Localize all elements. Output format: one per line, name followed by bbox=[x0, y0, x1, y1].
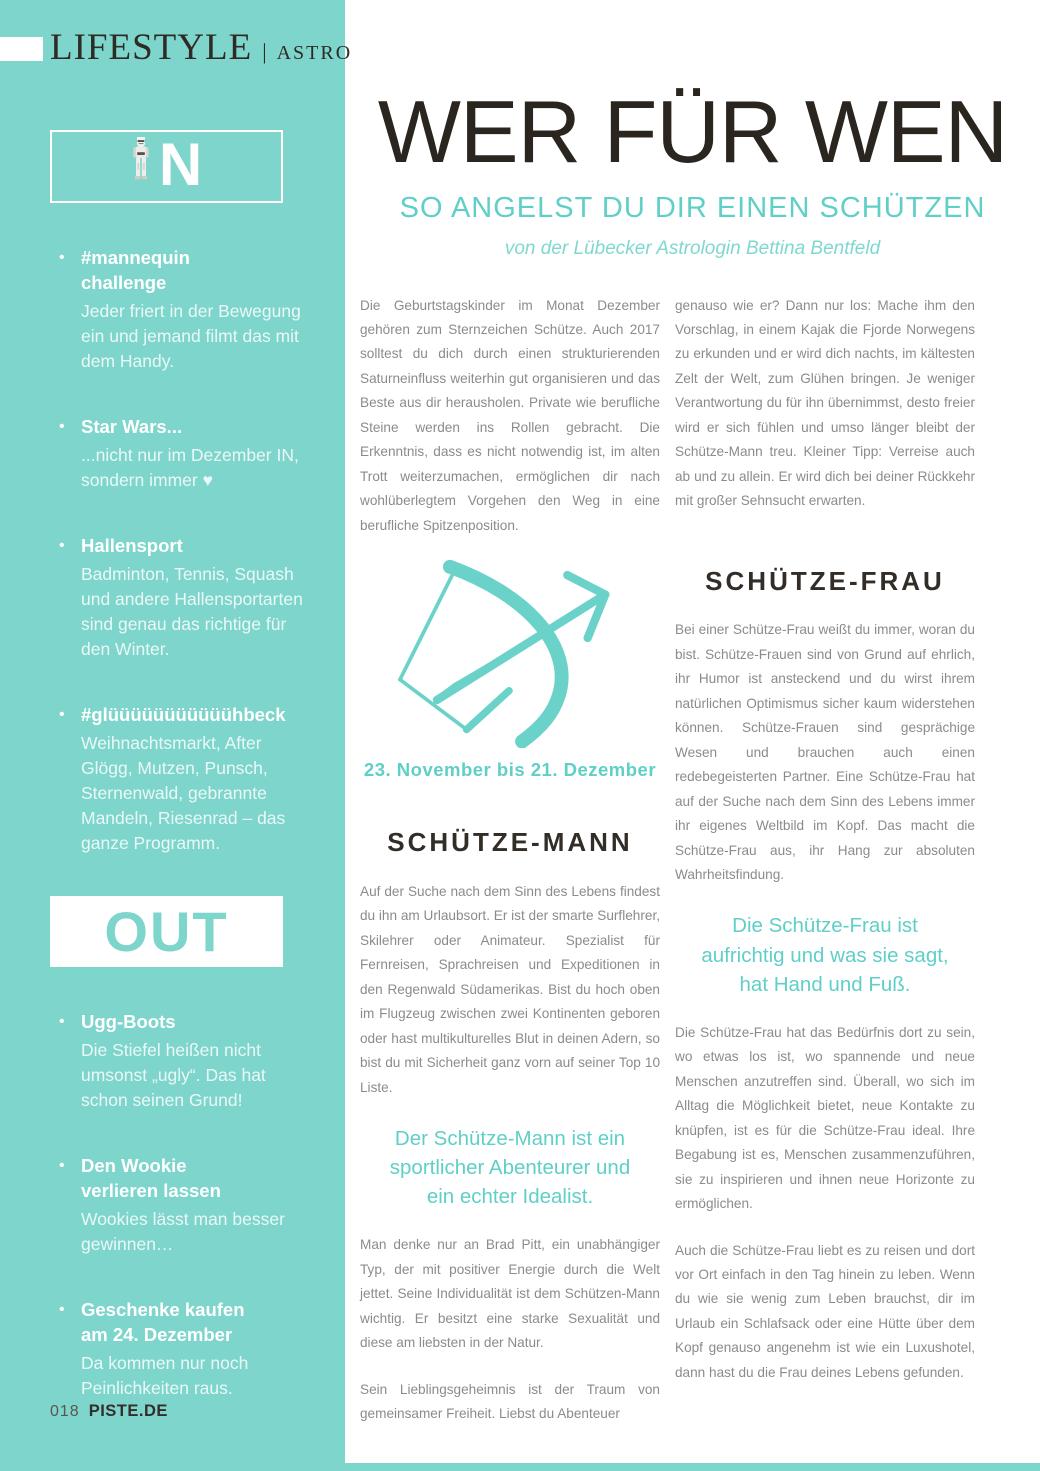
stormtrooper-icon bbox=[131, 136, 151, 197]
out-badge bbox=[50, 896, 283, 967]
bullet-icon: • bbox=[59, 1157, 65, 1175]
column-right bbox=[675, 294, 975, 1427]
page-footer bbox=[50, 1402, 168, 1421]
bullet-icon: • bbox=[59, 1013, 65, 1030]
in-item-title: #glüüüüüüüüüüühbeck bbox=[81, 704, 286, 726]
site-link[interactable]: PISTE.DE bbox=[88, 1402, 168, 1420]
list-item bbox=[50, 1298, 308, 1401]
section-header bbox=[50, 26, 352, 69]
frau-paragraph-3: Auch die Schütze-Frau liebt es zu reisen und dort vor Ort einfach in den Tag hinein zu leben. Wenn du wie sie wenig zum Leben brauchst, dir im Urlaub ein Schlafsack oder eine Hütte über dem Kopf genauso angenehm ist wie ein Luxushotel, dann hast du die Frau deines Lebens gefunden. bbox=[675, 1242, 975, 1380]
list-item bbox=[50, 415, 308, 493]
page-number: 018 bbox=[50, 1403, 80, 1420]
heading-schuetze-frau: SCHÜTZE-FRAU bbox=[705, 565, 945, 596]
bottom-accent-bar bbox=[0, 1463, 1040, 1471]
bullet-icon: • bbox=[59, 706, 65, 724]
list-item bbox=[50, 1010, 308, 1113]
frau-paragraph-1: Bei einer Schütze-Frau weißt du immer, woran du bist. Schütze-Frauen sind von Grund auf ehrlich, ihr Humor ist ansteckend und du wirst ihrem natürlichen Optimismus sicher kaum widerstehen können. Schütze-Frauen sind gesprächige Wesen und brauchen auch einen redebegeisterten Partner. Eine Schütze-Frau hat auf der Suche nach dem Sinn des Lebens immer ihr eigenes Weltbild im Kopf. Das macht die Schütze-Frau aus, ihr Hang zur absoluten Wahrheitsfindung. bbox=[675, 622, 975, 882]
out-item-body: Da kommen nur noch Peinlichkeiten raus. bbox=[81, 1352, 249, 1398]
in-item-body: Badminton, Tennis, Squash und andere Hallensportarten sind genau das richtige für den Winter. bbox=[81, 563, 303, 659]
zodiac-date-range: 23. November bis 21. Dezember bbox=[363, 759, 657, 781]
bullet-icon: • bbox=[59, 536, 65, 554]
section-title: LIFESTYLE bbox=[50, 27, 253, 68]
mann-paragraph-3: Sein Lieblingsgeheimnis ist der Traum von gemeinsamer Freiheit. Liebst du Abenteuer bbox=[360, 1381, 660, 1422]
in-item-title: Hallensport bbox=[81, 534, 183, 556]
section-topic: ASTRO bbox=[276, 42, 353, 64]
mann-pull-quote: Der Schütze-Mann ist ein sportlicher Abenteurer und ein echter Idealist. bbox=[389, 1127, 631, 1209]
list-item bbox=[50, 1154, 308, 1257]
in-badge-letter: N bbox=[158, 130, 203, 198]
out-badge-label: OUT bbox=[104, 899, 229, 963]
in-item-body: Weihnachtsmarkt, After Glögg, Mutzen, Punsch, Sternenwald, gebrannte Mandeln, Riesenrad – das ganze Programm. bbox=[81, 732, 286, 854]
mann-paragraph-1: Auf der Suche nach dem Sinn des Lebens findest du ihn am Urlaubsort. Er ist der smarte Surflehrer, Skilehrer oder Animateur. Spezialist für Fernreisen, Sprachreisen und Expeditionen in den Regenwald Südamerikas. Bist du hoch oben im Flugzeug zwischen zwei Kontinenten geboren oder hast multikulturelles Blut in deinen Adern, so bist du mit Sicherheit ganz vorn auf seiner Top 10 Liste. bbox=[360, 883, 660, 1095]
intro-paragraph-right: genauso wie er? Dann nur los: Mache ihm den Vorschlag, in einem Kajak die Fjorde Norwegens zu erkunden und er wird dich nachts, im kältesten Zelt der Welt, zum Glühen bringen. Je weniger Verantwortung du für ihn übernimmst, desto freier wird er sich fühlen und umso länger bleibt der Schütze-Mann treu. Kleiner Tipp: Verreise auch ab und zu allein. Er wird dich bei deiner Rückkehr mit großer Sehnsucht erwarten. bbox=[675, 297, 975, 509]
column-left bbox=[360, 294, 660, 1427]
out-item-body: Wookies lässt man besser gewinnen… bbox=[81, 1208, 285, 1254]
sagittarius-icon bbox=[360, 552, 660, 753]
out-item-title: Den Wookie verlieren lassen bbox=[81, 1155, 221, 1201]
list-item bbox=[50, 246, 308, 374]
frau-paragraph-2: Die Schütze-Frau hat das Bedürfnis dort zu sein, wo etwas los ist, wo spannende und neue Menschen anzutreffen sind. Überall, wo sich im Alltag die Möglichkeit bietet, neue Kontakte zu knüpfen, ist es für die Schütze-Frau ideal. Ihre Begabung ist es, Menschen zusammenzuführen, sie zu inspirieren und ihnen neue Horizonte zu ermöglichen. bbox=[675, 1024, 975, 1212]
heading-schuetze-mann: SCHÜTZE-MANN bbox=[387, 827, 633, 858]
out-item-title: Geschenke kaufen am 24. Dezember bbox=[81, 1298, 245, 1345]
list-item bbox=[50, 703, 308, 856]
article-title: WER FÜR WEN bbox=[377, 82, 1008, 181]
bullet-icon: • bbox=[59, 249, 65, 266]
bullet-icon: • bbox=[59, 417, 65, 435]
article-subtitle: SO ANGELST DU DIR EINEN SCHÜTZEN bbox=[399, 191, 986, 224]
section-divider: | bbox=[262, 39, 267, 64]
list-item bbox=[50, 534, 308, 662]
out-list bbox=[50, 1010, 308, 1442]
bullet-icon: • bbox=[59, 1300, 65, 1318]
in-badge bbox=[50, 130, 283, 203]
article-byline: von der Lübecker Astrologin Bettina Bentfeld bbox=[504, 237, 881, 259]
corner-marker bbox=[0, 37, 43, 61]
in-list bbox=[50, 246, 308, 897]
sidebar bbox=[0, 0, 353, 1471]
out-item-title: Ugg-Boots bbox=[81, 1011, 176, 1032]
out-item-body: Die Stiefel heißen nicht umsonst „ugly“. Das hat schon seinen Grund! bbox=[81, 1039, 266, 1110]
in-item-body: ...nicht nur im Dezember IN, sondern immer ♥ bbox=[81, 444, 299, 490]
frau-pull-quote: Die Schütze-Frau ist aufrichtig und was sie sagt, hat Hand und Fuß. bbox=[701, 914, 949, 996]
article bbox=[345, 0, 1040, 1471]
mann-paragraph-2: Man denke nur an Brad Pitt, ein unabhängiger Typ, der mit positiver Energie durch die Welt jettet. Seine Individualität ist dem Schützen-Mann wichtig. Er besitzt eine starke Sexualität und diese am liebsten in der Natur. bbox=[360, 1237, 660, 1351]
in-item-title: #mannequin challenge bbox=[81, 247, 190, 293]
in-item-title: Star Wars... bbox=[81, 415, 183, 437]
intro-paragraph-left: Die Geburtstagskinder im Monat Dezember gehören zum Sternzeichen Schütze. Auch 2017 solltest du dich durch einen strukturierenden Saturneinfluss weiterhin gut organisieren und das Beste aus dir herausholen. Private wie berufliche Steine werden ins Rollen gebracht. Die Erkenntnis, dass es nicht notwendig ist, im alten Trott weiterzumachen, ermöglichen dir nach wohlüberlegtem Vorgehen den Weg in eine berufliche Spitzenposition. bbox=[360, 297, 660, 533]
in-item-body: Jeder friert in der Bewegung ein und jemand filmt das mit dem Handy. bbox=[81, 300, 301, 371]
article-columns bbox=[360, 294, 975, 1427]
